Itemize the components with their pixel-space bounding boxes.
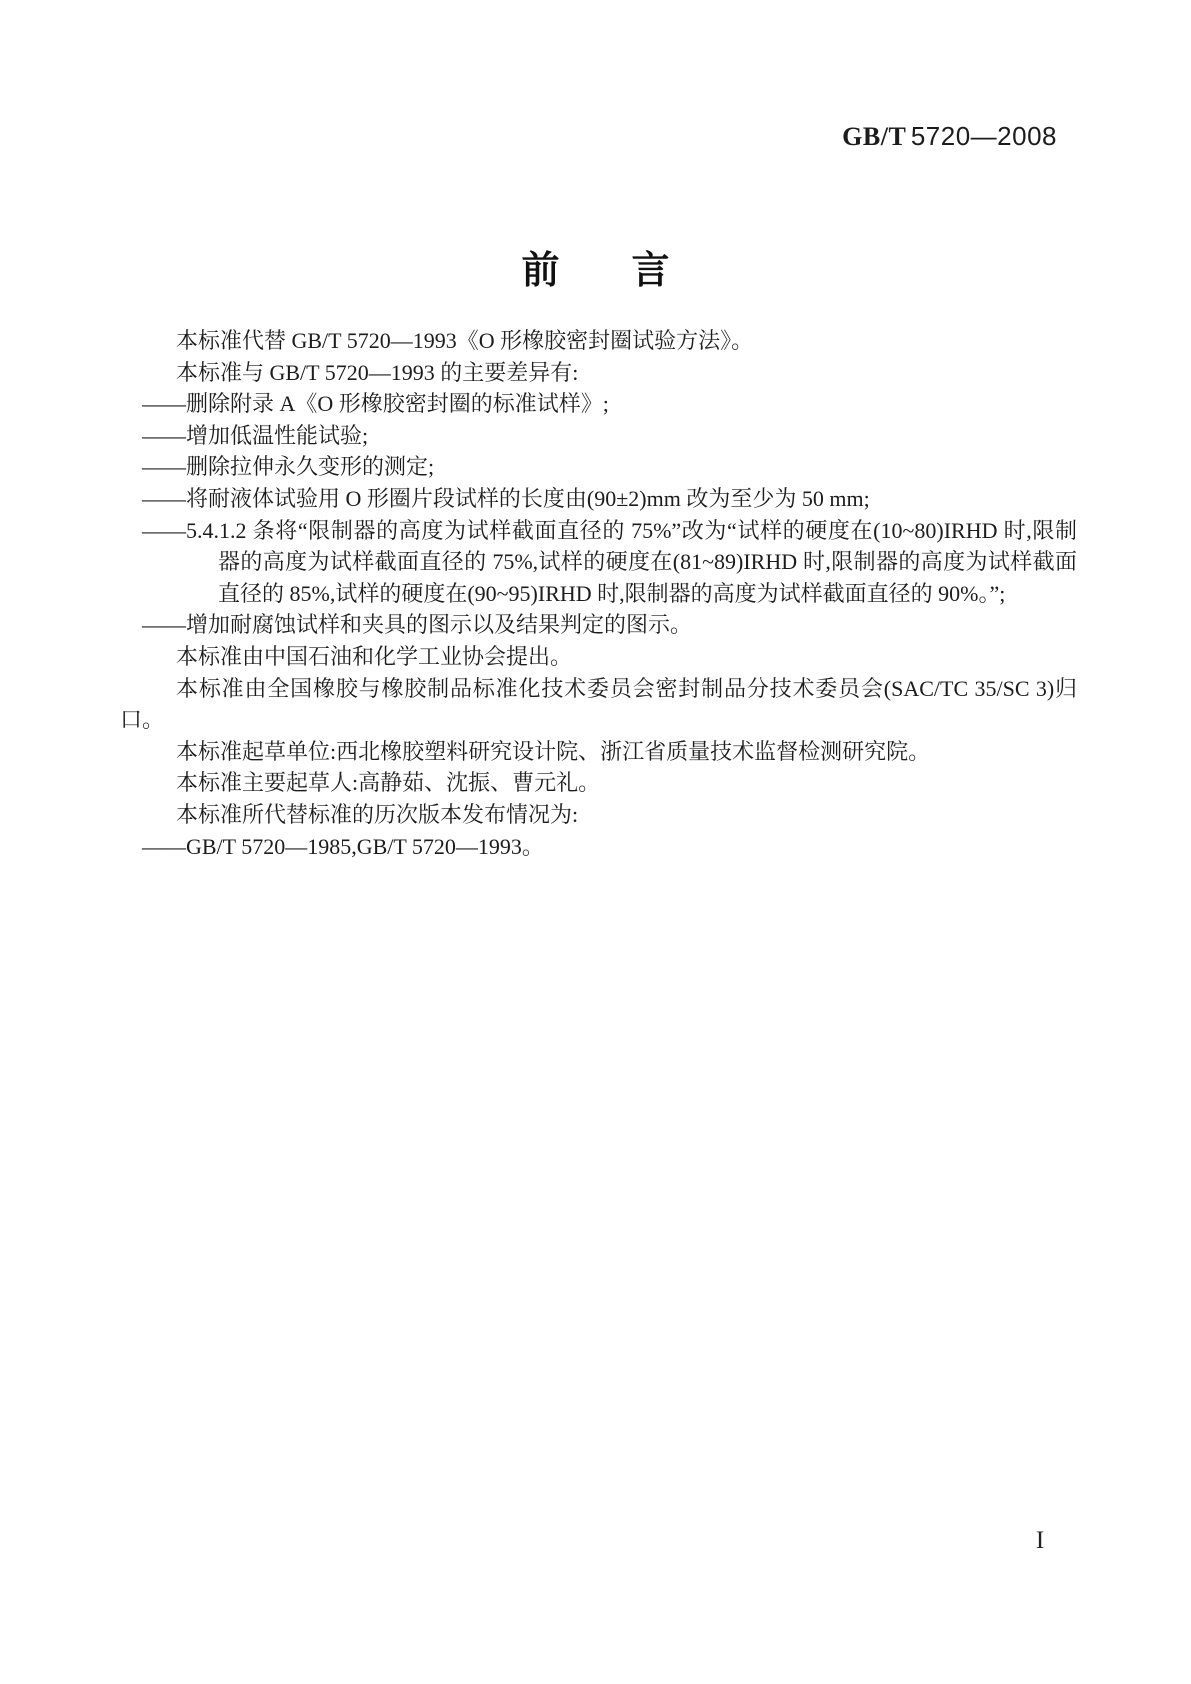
foreword-paragraph: 本标准由全国橡胶与橡胶制品标准化技术委员会密封制品分技术委员会(SAC/TC 35/SC 3)归口。	[120, 675, 1077, 733]
foreword-paragraph: 本标准所代替标准的历次版本发布情况为:	[176, 801, 579, 827]
foreword-paragraph: 本标准起草单位:西北橡胶塑料研究设计院、浙江省质量技术监督检测研究院。	[176, 738, 931, 764]
foreword-change-item: ——将耐液体试验用 O 形圈片段试样的长度由(90±2)mm 改为至少为 50 mm;	[142, 485, 870, 511]
page-number: I	[1035, 1527, 1045, 1554]
foreword-paragraph: 本标准主要起草人:高静茹、沈振、曹元礼。	[176, 770, 601, 796]
page-title-char-1: 前	[521, 250, 560, 293]
standard-code-prefix: GB/T	[842, 122, 907, 151]
foreword-body	[120, 325, 1077, 862]
foreword-change-item: ——5.4.1.2 条将“限制器的高度为试样截面直径的 75%”改为“试样的硬度在(10~80)IRHD 时,限制器的高度为试样截面直径的 75%,试样的硬度在(81~89)IRHD 时,限制器的高度为试样截面直径的 85%,试样的硬度在(90~95)IRHD 时,限制器的高度为试样截面直径的 90%。”;	[142, 517, 1077, 606]
foreword-change-item: ——增加低温性能试验;	[142, 422, 369, 448]
foreword-paragraph: 本标准与 GB/T 5720—1993 的主要差异有:	[176, 359, 579, 385]
foreword-paragraph: 本标准代替 GB/T 5720—1993《O 形橡胶密封圈试验方法》。	[176, 328, 754, 353]
foreword-change-item: ——删除拉伸永久变形的测定;	[142, 454, 435, 480]
foreword-change-item: ——删除附录 A《O 形橡胶密封圈的标准试样》;	[142, 391, 609, 417]
standard-code	[842, 121, 1057, 152]
page-title	[0, 251, 1191, 291]
foreword-paragraph: 本标准由中国石油和化学工业协会提出。	[176, 643, 573, 669]
foreword-history-item: ——GB/T 5720—1985,GB/T 5720—1993。	[142, 833, 544, 859]
foreword-change-item: ——增加耐腐蚀试样和夹具的图示以及结果判定的图示。	[142, 612, 693, 638]
standard-code-number: 5720—2008	[910, 121, 1057, 151]
page-title-char-2: 言	[631, 250, 670, 293]
